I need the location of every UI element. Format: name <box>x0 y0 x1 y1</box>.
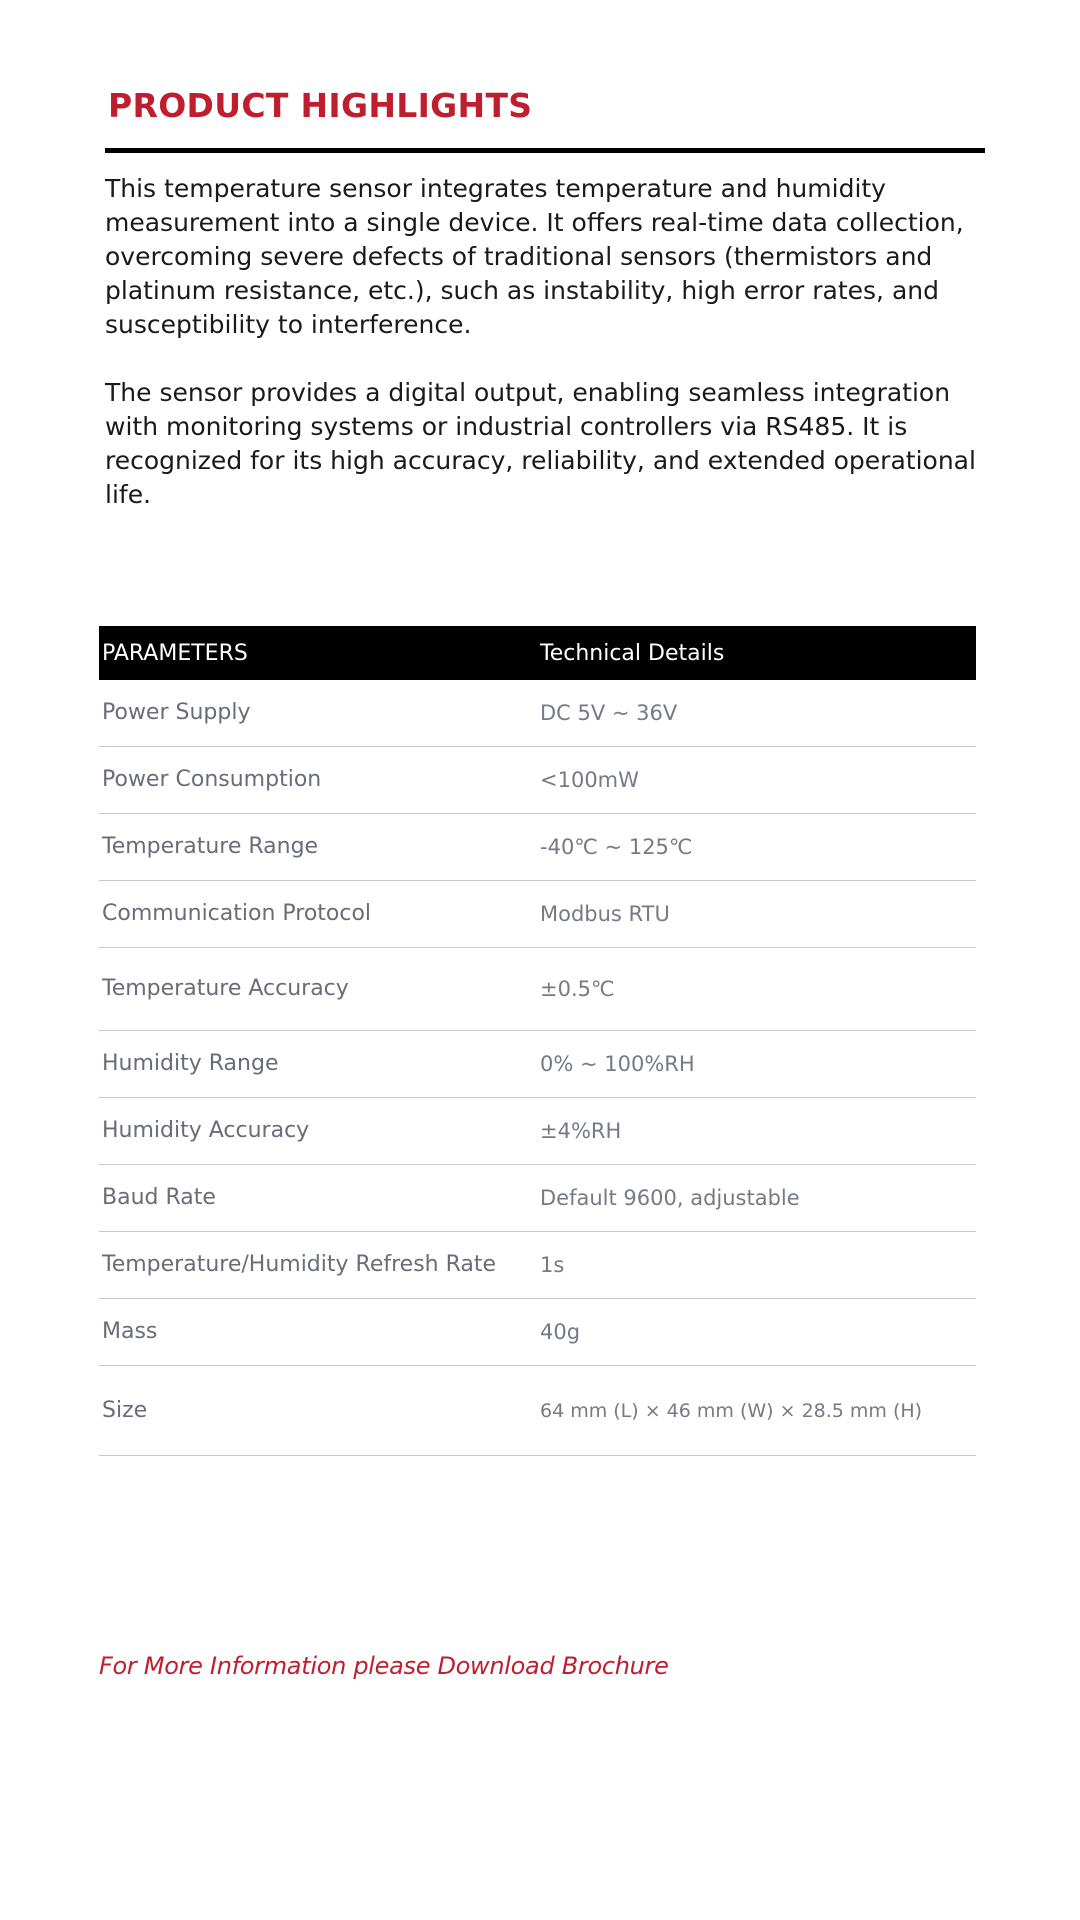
param-name: Mass <box>99 1299 537 1366</box>
param-name: Humidity Range <box>99 1031 537 1098</box>
table-row <box>99 1299 976 1366</box>
param-value: 64 mm (L) × 46 mm (W) × 28.5 mm (H) <box>537 1366 976 1456</box>
param-name: Baud Rate <box>99 1165 537 1232</box>
param-value: DC 5V ~ 36V <box>537 680 976 747</box>
table-row <box>99 814 976 881</box>
param-name: Size <box>99 1366 537 1456</box>
table-row <box>99 881 976 948</box>
table-row <box>99 1031 976 1098</box>
description-paragraph-2: The sensor provides a digital output, enabling seamless integration with monitoring systems or industrial controllers via RS485. It is recognized for its high accuracy, reliability, and extended operational life. <box>105 378 976 509</box>
param-value: Modbus RTU <box>537 881 976 948</box>
header-technical-details: Technical Details <box>537 626 976 680</box>
param-value: ±0.5℃ <box>537 948 976 1031</box>
param-value: -40℃ ~ 125℃ <box>537 814 976 881</box>
table-row <box>99 1232 976 1299</box>
param-name: Power Consumption <box>99 747 537 814</box>
header-parameters: PARAMETERS <box>99 626 537 680</box>
section-title: PRODUCT HIGHLIGHTS <box>108 86 533 125</box>
heading-divider <box>105 148 985 153</box>
param-value: ±4%RH <box>537 1098 976 1165</box>
table-row <box>99 948 976 1031</box>
table-row <box>99 1098 976 1165</box>
param-name: Temperature Accuracy <box>99 948 537 1031</box>
param-name: Humidity Accuracy <box>99 1098 537 1165</box>
param-name: Temperature/Humidity Refresh Rate <box>99 1232 537 1299</box>
table-header-row <box>99 626 976 680</box>
download-brochure-link[interactable]: For More Information please Download Brochure <box>99 1652 669 1680</box>
param-value: Default 9600, adjustable <box>537 1165 976 1232</box>
specifications-table <box>99 626 976 1456</box>
table-row <box>99 747 976 814</box>
table-row <box>99 680 976 747</box>
table-row <box>99 1366 976 1456</box>
param-value: <100mW <box>537 747 976 814</box>
param-name: Temperature Range <box>99 814 537 881</box>
param-name: Power Supply <box>99 680 537 747</box>
table-row <box>99 1165 976 1232</box>
param-value: 1s <box>537 1232 976 1299</box>
description-paragraph-1: This temperature sensor integrates temperature and humidity measurement into a single device. It offers real-time data collection, overcoming severe defects of traditional sensors (thermistors and platinum resistance, etc.), such as instability, high error rates, and susceptibility to interference. <box>105 174 964 339</box>
param-value: 40g <box>537 1299 976 1366</box>
product-description <box>105 172 985 512</box>
param-name: Communication Protocol <box>99 881 537 948</box>
param-value: 0% ~ 100%RH <box>537 1031 976 1098</box>
